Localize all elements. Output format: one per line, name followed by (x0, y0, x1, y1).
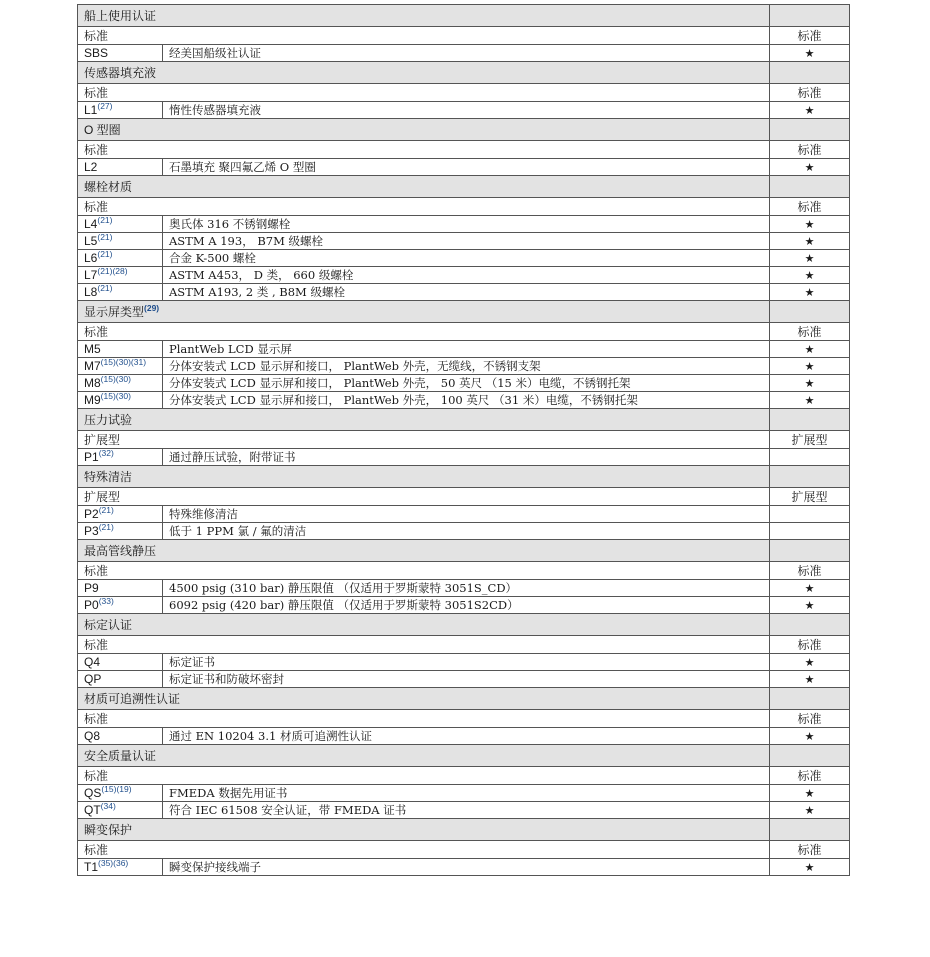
option-description: 经美国船级社认证 (163, 45, 770, 62)
option-code-cell (78, 859, 163, 876)
option-footnote: (21) (98, 505, 114, 515)
section-header-blank-cell (770, 540, 850, 562)
option-description: 石墨填充 聚四氟乙烯 O 型圈 (163, 159, 770, 176)
availability-star-icon: ★ (770, 375, 850, 392)
option-footnote: (33) (98, 596, 114, 606)
option-row (78, 580, 850, 597)
section-header-row (78, 688, 850, 710)
section-header-blank-cell (770, 62, 850, 84)
status-label: 标准 (84, 564, 109, 578)
availability-star-icon: ★ (770, 392, 850, 409)
availability-star-icon: ★ (770, 341, 850, 358)
availability-star-icon: ★ (770, 267, 850, 284)
option-description: FMEDA 数据先用证书 (163, 785, 770, 802)
option-row (78, 267, 850, 284)
option-description: 6092 psig (420 bar) 静压限值 （仅适用于罗斯蒙特 3051S2CD） (163, 597, 770, 614)
availability-star-icon: ★ (770, 216, 850, 233)
status-subheader-row (78, 141, 850, 159)
availability-star-icon: ★ (770, 284, 850, 301)
option-code: P2 (84, 507, 99, 521)
status-label-cell (78, 141, 770, 159)
status-label: 标准 (84, 638, 109, 652)
availability-star-icon (770, 523, 850, 540)
option-code: L2 (84, 160, 98, 174)
option-code-cell (78, 523, 163, 540)
option-code-cell (78, 506, 163, 523)
status-subheader-row (78, 27, 850, 45)
option-code-cell (78, 358, 163, 375)
section-title-cell (78, 301, 770, 323)
section-title-cell (78, 614, 770, 636)
section-header-row (78, 745, 850, 767)
option-row (78, 341, 850, 358)
status-label-cell (78, 636, 770, 654)
section-title-footnote: (29) (144, 303, 160, 313)
option-code: P3 (84, 524, 99, 538)
availability-star-icon (770, 449, 850, 466)
status-label-cell (78, 27, 770, 45)
section-header-row (78, 62, 850, 84)
section-title: 螺栓材质 (84, 180, 133, 194)
section-title: 材质可追溯性认证 (84, 692, 181, 706)
section-header-row (78, 819, 850, 841)
option-code: M5 (84, 342, 101, 356)
status-label-cell (78, 710, 770, 728)
option-row (78, 671, 850, 688)
option-code-cell (78, 375, 163, 392)
status-column-header: 标准 (770, 767, 850, 785)
status-column-header: 标准 (770, 710, 850, 728)
option-row (78, 358, 850, 375)
status-label: 扩展型 (84, 490, 121, 504)
availability-star-icon: ★ (770, 802, 850, 819)
section-title-cell (78, 466, 770, 488)
status-subheader-row (78, 562, 850, 580)
status-label-cell (78, 767, 770, 785)
option-code-cell (78, 728, 163, 745)
option-row (78, 523, 850, 540)
option-description: 特殊维修清洁 (163, 506, 770, 523)
option-code-cell (78, 802, 163, 819)
section-title-cell (78, 5, 770, 27)
option-code: L1 (84, 103, 98, 117)
option-code-cell (78, 392, 163, 409)
option-footnote: (21) (97, 249, 113, 259)
option-code: L6 (84, 251, 98, 265)
option-code: L4 (84, 217, 98, 231)
section-title: 特殊清洁 (84, 470, 133, 484)
option-code-cell (78, 216, 163, 233)
section-title: 瞬变保护 (84, 823, 133, 837)
option-description: 惰性传感器填充液 (163, 102, 770, 119)
status-column-header: 标准 (770, 141, 850, 159)
status-column-header: 标准 (770, 841, 850, 859)
status-column-header: 标准 (770, 27, 850, 45)
status-label: 标准 (84, 843, 109, 857)
status-column-header: 标准 (770, 636, 850, 654)
section-title: 安全质量认证 (84, 749, 157, 763)
option-description: 分体安装式 LCD 显示屏和接口， PlantWeb 外壳，无缆线，不锈钢支架 (163, 358, 770, 375)
section-header-row (78, 540, 850, 562)
status-label-cell (78, 841, 770, 859)
section-title-cell (78, 409, 770, 431)
option-description: ASTM A 193， B7M 级螺栓 (163, 233, 770, 250)
section-title-cell (78, 540, 770, 562)
status-column-header: 标准 (770, 323, 850, 341)
option-row (78, 233, 850, 250)
option-description: 分体安装式 LCD 显示屏和接口， PlantWeb 外壳， 100 英尺 （31 米）电缆，不锈钢托架 (163, 392, 770, 409)
option-row (78, 250, 850, 267)
option-code: SBS (84, 46, 109, 60)
section-header-row (78, 5, 850, 27)
option-row (78, 859, 850, 876)
option-code: QT (84, 803, 101, 817)
option-footnote: (21) (98, 522, 114, 532)
option-code: M9 (84, 393, 101, 407)
option-footnote: (15)(30)(31) (100, 357, 147, 367)
status-label-cell (78, 323, 770, 341)
status-column-header: 标准 (770, 84, 850, 102)
availability-star-icon: ★ (770, 45, 850, 62)
option-code: M8 (84, 376, 101, 390)
status-column-header: 标准 (770, 198, 850, 216)
section-header-row (78, 409, 850, 431)
options-table (77, 4, 850, 876)
option-code-cell (78, 45, 163, 62)
section-header-blank-cell (770, 466, 850, 488)
status-subheader-row (78, 767, 850, 785)
option-code-cell (78, 671, 163, 688)
option-code: Q8 (84, 729, 101, 743)
option-code-cell (78, 267, 163, 284)
status-subheader-row (78, 636, 850, 654)
availability-star-icon: ★ (770, 597, 850, 614)
option-code: L5 (84, 234, 98, 248)
section-header-blank-cell (770, 745, 850, 767)
status-label-cell (78, 198, 770, 216)
option-description: 标定证书和防破坏密封 (163, 671, 770, 688)
option-row (78, 216, 850, 233)
option-code: M7 (84, 359, 101, 373)
option-code: P0 (84, 598, 99, 612)
section-title: 压力试验 (84, 413, 133, 427)
status-label: 标准 (84, 143, 109, 157)
status-label: 标准 (84, 769, 109, 783)
option-row (78, 449, 850, 466)
section-title-cell (78, 688, 770, 710)
option-row (78, 392, 850, 409)
option-footnote: (15)(30) (100, 374, 131, 384)
option-footnote: (27) (97, 101, 113, 111)
section-header-blank-cell (770, 176, 850, 198)
status-subheader-row (78, 488, 850, 506)
status-subheader-row (78, 198, 850, 216)
status-subheader-row (78, 710, 850, 728)
section-header-blank-cell (770, 819, 850, 841)
status-subheader-row (78, 84, 850, 102)
section-header-blank-cell (770, 688, 850, 710)
option-code: QS (84, 786, 102, 800)
option-code: L8 (84, 285, 98, 299)
status-column-header: 扩展型 (770, 431, 850, 449)
option-description: 符合 IEC 61508 安全认证，带 FMEDA 证书 (163, 802, 770, 819)
section-title: 最高管线静压 (84, 544, 157, 558)
option-code: T1 (84, 860, 99, 874)
section-title-cell (78, 819, 770, 841)
status-label: 标准 (84, 712, 109, 726)
option-row (78, 654, 850, 671)
option-code: QP (84, 672, 102, 686)
option-row (78, 506, 850, 523)
option-footnote: (21)(28) (97, 266, 128, 276)
availability-star-icon: ★ (770, 250, 850, 267)
option-footnote: (15)(30) (100, 391, 131, 401)
section-title: 标定认证 (84, 618, 133, 632)
section-header-blank-cell (770, 301, 850, 323)
option-description: ASTM A453， D 类， 660 级螺栓 (163, 267, 770, 284)
option-description: 标定证书 (163, 654, 770, 671)
option-row (78, 375, 850, 392)
status-column-header: 扩展型 (770, 488, 850, 506)
status-label-cell (78, 488, 770, 506)
option-code-cell (78, 785, 163, 802)
section-header-blank-cell (770, 119, 850, 141)
section-header-row (78, 176, 850, 198)
status-label: 标准 (84, 29, 109, 43)
option-code-cell (78, 102, 163, 119)
section-title-cell (78, 119, 770, 141)
option-description: 通过静压试验，附带证书 (163, 449, 770, 466)
availability-star-icon: ★ (770, 580, 850, 597)
status-label: 标准 (84, 200, 109, 214)
option-code-cell (78, 449, 163, 466)
option-code-cell (78, 233, 163, 250)
option-description: 分体安装式 LCD 显示屏和接口， PlantWeb 外壳， 50 英尺 （15 米）电缆，不锈钢托架 (163, 375, 770, 392)
option-footnote: (34) (100, 801, 116, 811)
section-title-cell (78, 176, 770, 198)
availability-star-icon: ★ (770, 654, 850, 671)
availability-star-icon: ★ (770, 102, 850, 119)
option-row (78, 159, 850, 176)
option-footnote: (15)(19) (101, 784, 132, 794)
option-description: 瞬变保护接线端子 (163, 859, 770, 876)
option-footnote: (21) (97, 283, 113, 293)
option-description: 奥氏体 316 不锈钢螺栓 (163, 216, 770, 233)
section-title: O 型圈 (84, 123, 121, 137)
status-label-cell (78, 84, 770, 102)
status-label: 扩展型 (84, 433, 121, 447)
availability-star-icon: ★ (770, 233, 850, 250)
status-label: 标准 (84, 86, 109, 100)
section-header-row (78, 466, 850, 488)
option-footnote: (21) (97, 232, 113, 242)
option-description: 4500 psig (310 bar) 静压限值 （仅适用于罗斯蒙特 3051S_CD） (163, 580, 770, 597)
option-description: ASTM A193, 2 类 , B8M 级螺栓 (163, 284, 770, 301)
option-footnote: (35)(36) (98, 858, 129, 868)
section-title: 船上使用认证 (84, 9, 157, 23)
option-description: 通过 EN 10204 3.1 材质可追溯性认证 (163, 728, 770, 745)
option-code-cell (78, 341, 163, 358)
option-description: 低于 1 PPM 氯 / 氟的清洁 (163, 523, 770, 540)
availability-star-icon: ★ (770, 358, 850, 375)
option-row (78, 728, 850, 745)
option-row (78, 597, 850, 614)
section-header-blank-cell (770, 409, 850, 431)
option-description: 合金 K-500 螺栓 (163, 250, 770, 267)
option-code: P9 (84, 581, 99, 595)
status-subheader-row (78, 431, 850, 449)
option-code-cell (78, 159, 163, 176)
option-code: Q4 (84, 655, 101, 669)
availability-star-icon (770, 506, 850, 523)
status-column-header: 标准 (770, 562, 850, 580)
section-title-cell (78, 745, 770, 767)
option-code-cell (78, 250, 163, 267)
availability-star-icon: ★ (770, 859, 850, 876)
status-label-cell (78, 562, 770, 580)
section-header-row (78, 119, 850, 141)
status-subheader-row (78, 841, 850, 859)
option-code: L7 (84, 268, 98, 282)
option-code-cell (78, 654, 163, 671)
availability-star-icon: ★ (770, 785, 850, 802)
status-subheader-row (78, 323, 850, 341)
section-title: 显示屏类型 (84, 305, 145, 319)
option-code-cell (78, 580, 163, 597)
section-title-cell (78, 62, 770, 84)
section-header-row (78, 301, 850, 323)
option-code-cell (78, 284, 163, 301)
section-title: 传感器填充液 (84, 66, 157, 80)
option-row (78, 284, 850, 301)
options-table-body (78, 5, 850, 876)
option-footnote: (21) (97, 215, 113, 225)
status-label-cell (78, 431, 770, 449)
status-label: 标准 (84, 325, 109, 339)
option-row (78, 45, 850, 62)
section-header-row (78, 614, 850, 636)
availability-star-icon: ★ (770, 671, 850, 688)
section-header-blank-cell (770, 5, 850, 27)
option-row (78, 802, 850, 819)
option-row (78, 102, 850, 119)
availability-star-icon: ★ (770, 159, 850, 176)
option-description: PlantWeb LCD 显示屏 (163, 341, 770, 358)
option-code-cell (78, 597, 163, 614)
option-code: P1 (84, 450, 99, 464)
option-footnote: (32) (98, 448, 114, 458)
section-header-blank-cell (770, 614, 850, 636)
option-row (78, 785, 850, 802)
availability-star-icon: ★ (770, 728, 850, 745)
